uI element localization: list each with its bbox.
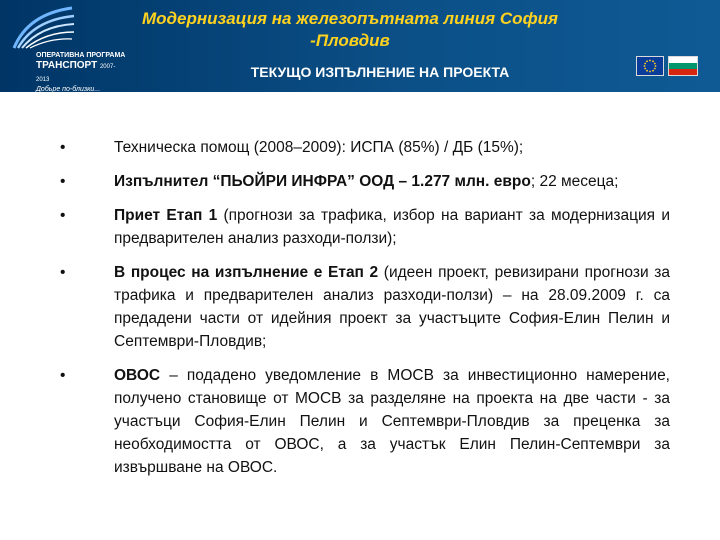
list-item bbox=[60, 170, 670, 193]
list-item-text bbox=[114, 261, 670, 353]
list-item-text bbox=[114, 364, 670, 479]
bullet: • bbox=[60, 264, 66, 281]
list-item-rest: (идеен проект, ревизирани прогнози за трафика и предварителен анализ разходи-ползи) – на 28.09.2009 г. са предадени части от идейния проект за участъците София-Елин Пелин и Септември-Пловдив; bbox=[114, 264, 670, 350]
list-item bbox=[60, 364, 670, 479]
bullet: • bbox=[60, 173, 66, 190]
bullet: • bbox=[60, 139, 66, 156]
list-item-text bbox=[114, 170, 670, 193]
list-item-rest: ; 22 месеца; bbox=[530, 173, 619, 190]
bullet-list bbox=[60, 136, 670, 490]
logo-line1: ОПЕРАТИВНА ПРОГРАМА bbox=[36, 52, 126, 59]
bullet: • bbox=[60, 207, 66, 224]
logo-tagline: Добьре по-близки... bbox=[36, 86, 101, 93]
list-item bbox=[60, 261, 670, 353]
page-subtitle: ТЕКУЩО ИЗПЪЛНЕНИЕ НА ПРОЕКТА bbox=[250, 64, 510, 80]
list-item bbox=[60, 136, 670, 159]
logo-swirl-icon bbox=[8, 4, 78, 52]
list-item bbox=[60, 204, 670, 250]
logo-years: 2007-2013 bbox=[36, 64, 116, 83]
list-item-text: Техническа помощ (2008–2009): ИСПА (85%) / ДБ (15%); bbox=[114, 139, 524, 156]
eu-flag-icon bbox=[636, 56, 664, 76]
bullet: • bbox=[60, 367, 66, 384]
list-item-bold: ОВОС bbox=[114, 367, 161, 384]
logo-text bbox=[36, 52, 128, 94]
list-item-bold: В процес на изпълнение е Етап 2 bbox=[114, 264, 379, 281]
list-item-rest: – подадено уведомление в МОСВ за инвестиционно намерение, получено становище от МОСВ за разделяне на проекта на две части - за участъци София-Елин Пелин и Септември-Пловдив за преценка за необходимостта от ОВОС, а за участък Елин Пелин-Септември за извършване на ОВОС. bbox=[114, 367, 670, 476]
header-banner bbox=[0, 0, 720, 92]
list-item-rest: (прогнози за трафика, избор на вариант за модернизация и предварителен анализ разходи-ползи); bbox=[114, 207, 670, 247]
page-title: Модернизация на железопътната линия София -Пловдив bbox=[141, 9, 559, 50]
logo-line2: ТРАНСПОРТ bbox=[36, 60, 98, 71]
list-item-bold: Изпълнител “ПЬОЙРИ ИНФРА” ООД – 1.277 млн. евро bbox=[114, 173, 531, 190]
bulgaria-flag-icon bbox=[668, 56, 698, 76]
list-item-bold: Приет Етап 1 bbox=[114, 207, 218, 224]
program-logo bbox=[6, 4, 126, 93]
list-item-text bbox=[114, 204, 670, 250]
